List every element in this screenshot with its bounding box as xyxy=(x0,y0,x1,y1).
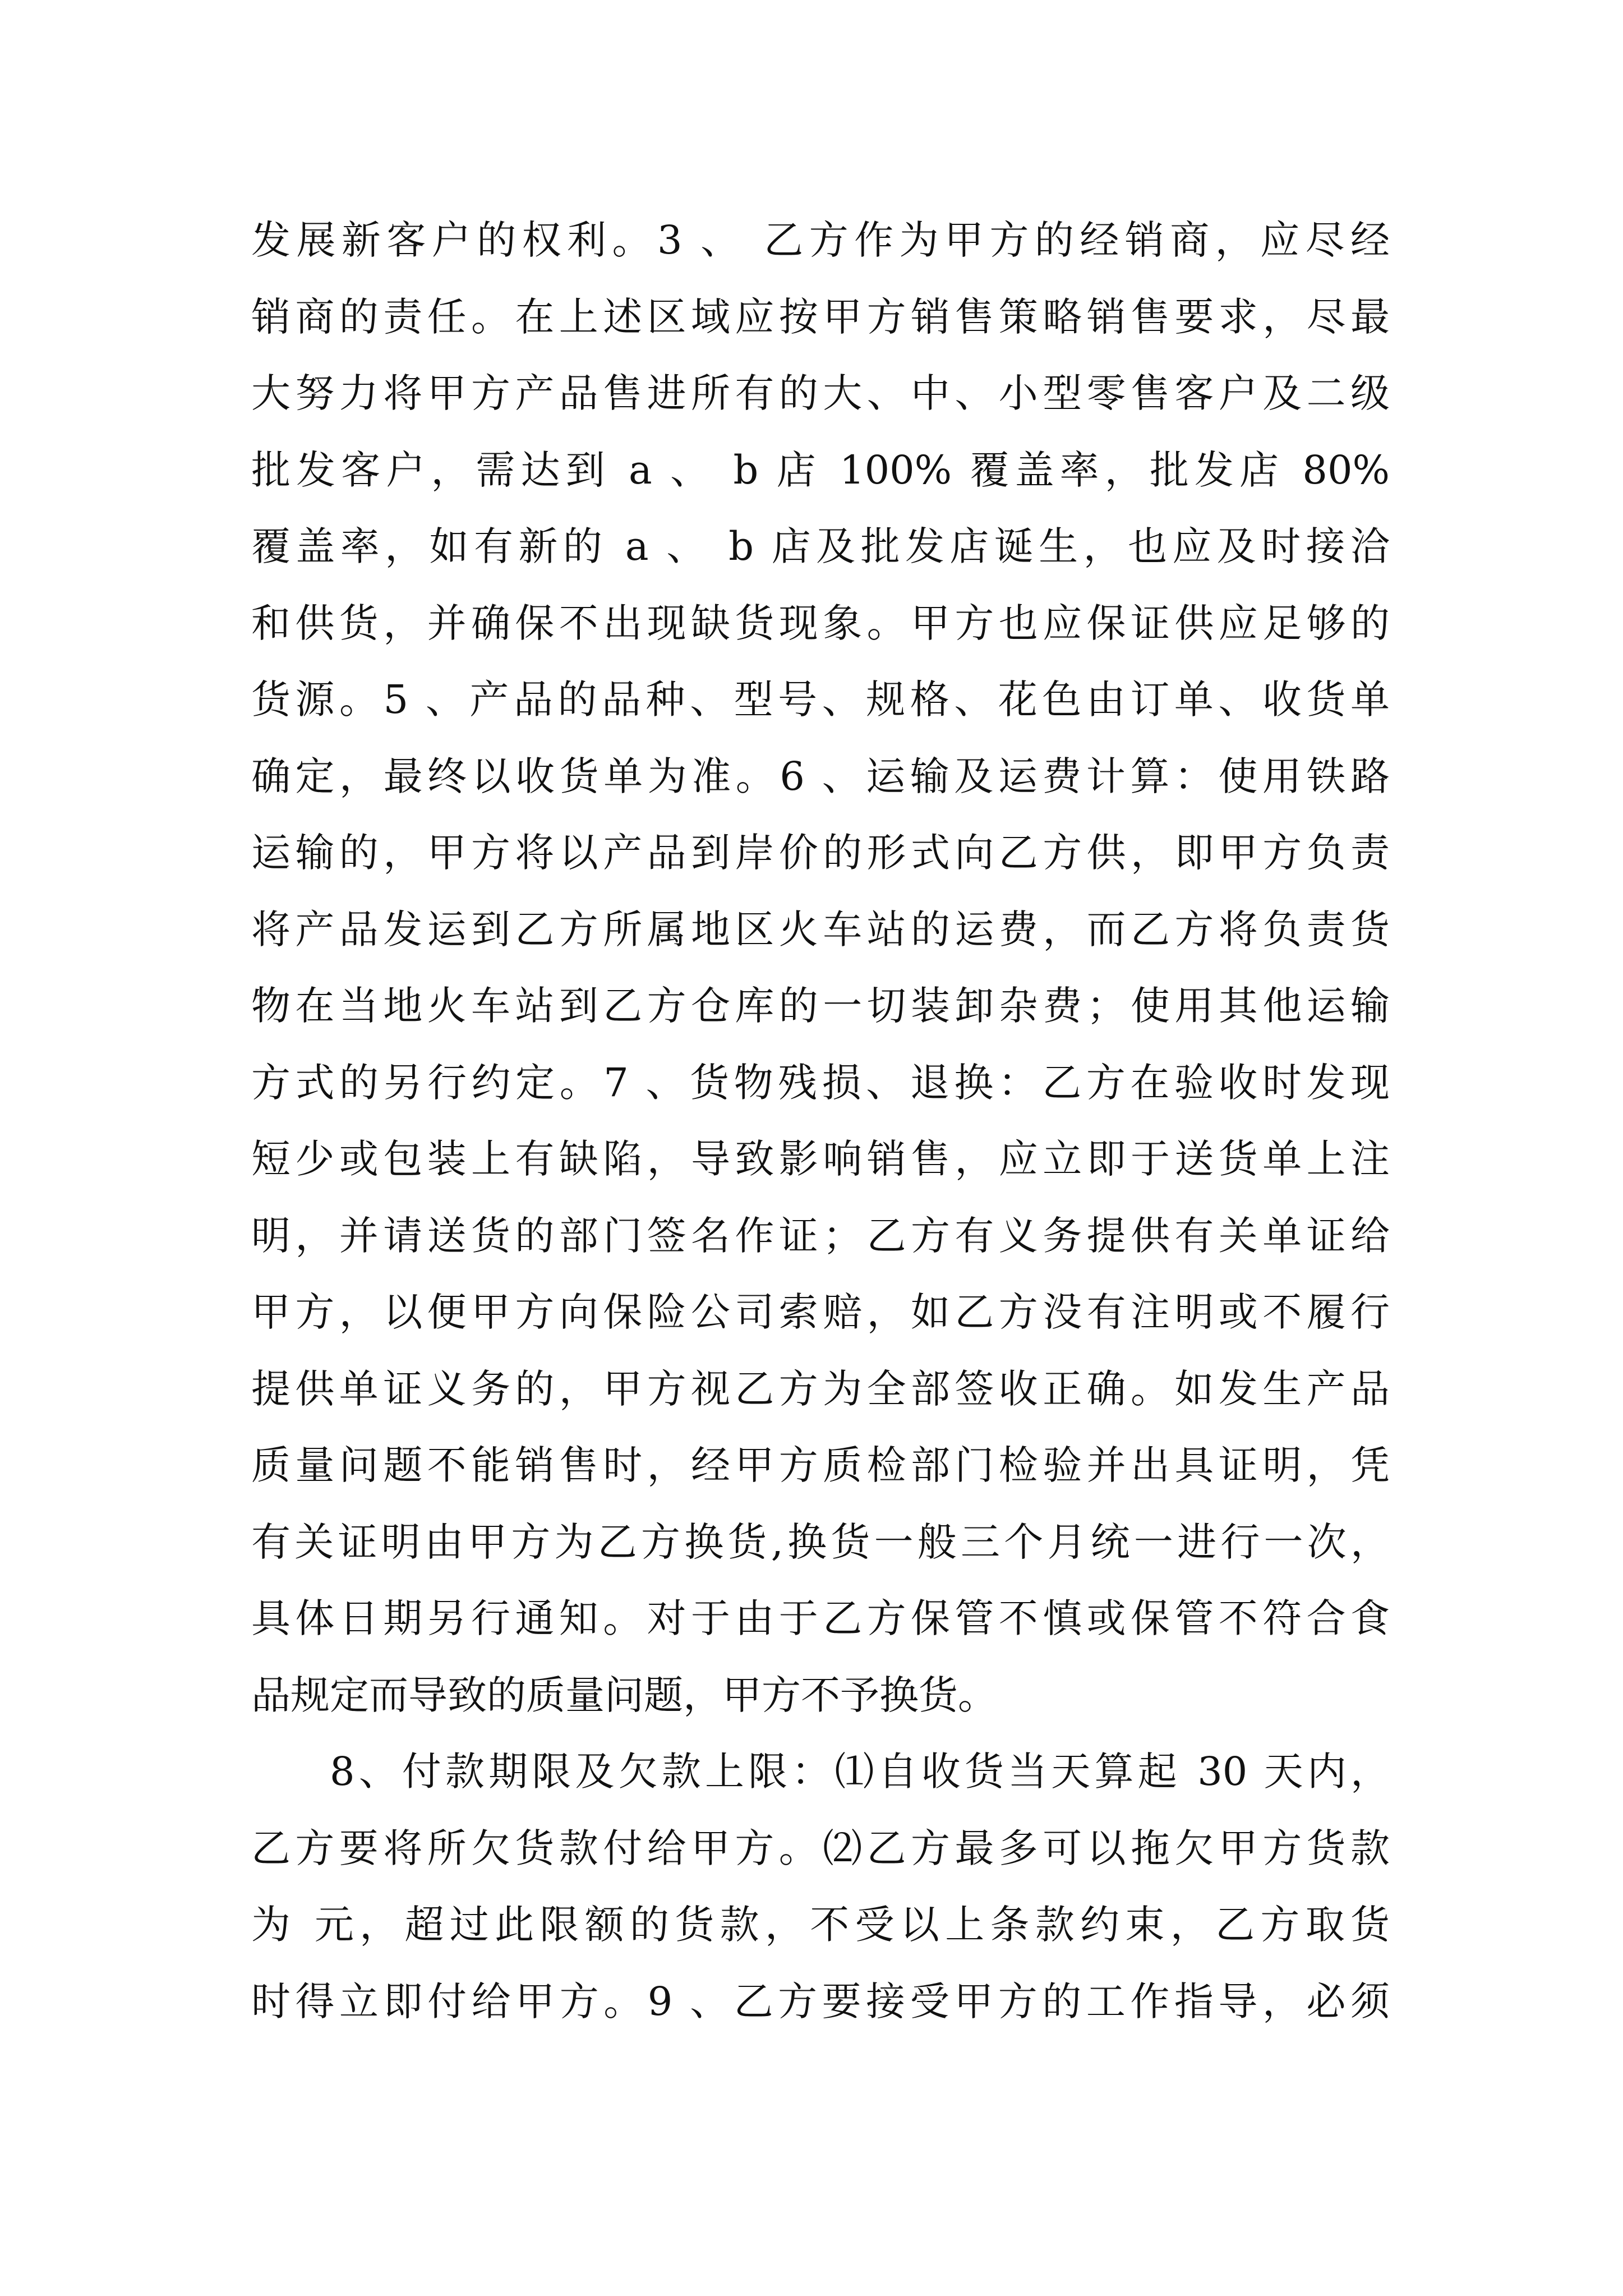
text-line: 甲方，以便甲方向保险公司索赔，如乙方没有注明或不履行 xyxy=(251,1289,1390,1335)
text-line: 将产品发运到乙方所属地区火车站的运费，而乙方将负责货 xyxy=(251,906,1390,953)
text-line: 质量问题不能销售时，经甲方质检部门检验并出具证明，凭 xyxy=(251,1442,1390,1488)
text-line: 时得立即付给甲方。9 、乙方要接受甲方的工作指导，必须 xyxy=(251,1978,1390,2024)
text-line: 乙方要将所欠货款付给甲方。⑵乙方最多可以拖欠甲方货款 xyxy=(251,1825,1390,1871)
text-line: 和供货，并确保不出现缺货现象。甲方也应保证供应足够的 xyxy=(251,600,1390,646)
text-line: 大努力将甲方产品售进所有的大、中、小型零售客户及二级 xyxy=(251,370,1390,416)
paragraph-first-line: 8、付款期限及欠款上限：⑴自收货当天算起 30 天内， xyxy=(330,1749,1390,1795)
text-line: 方式的另行约定。7 、货物残损、退换：乙方在验收时发现 xyxy=(251,1059,1390,1106)
text-line: 提供单证义务的，甲方视乙方为全部签收正确。如发生产品 xyxy=(251,1365,1390,1412)
text-line: 运输的，甲方将以产品到岸价的形式向乙方供，即甲方负责 xyxy=(251,830,1390,876)
text-line: 物在当地火车站到乙方仓库的一切装卸杂费；使用其他运输 xyxy=(251,983,1390,1029)
text-line: 货源。5 、产品的品种、型号、规格、花色由订单、收货单 xyxy=(251,677,1390,723)
text-line: 有关证明由甲方为乙方换货,换货一般三个月统一进行一次， xyxy=(251,1519,1390,1565)
text-line: 覆盖率，如有新的 a 、 b 店及批发店诞生，也应及时接洽 xyxy=(251,523,1390,569)
text-line: 为 元，超过此限额的货款，不受以上条款约束，乙方取货 xyxy=(251,1902,1390,1948)
text-line: 具体日期另行通知。对于由于乙方保管不慎或保管不符合食 xyxy=(251,1595,1390,1641)
text-line: 品规定而导致的质量问题，甲方不予换货。 xyxy=(251,1672,997,1718)
text-line: 批发客户，需达到 a 、 b 店 100% 覆盖率，批发店 80% xyxy=(251,447,1390,493)
text-line: 发展新客户的权利。3 、 乙方作为甲方的经销商，应尽经 xyxy=(251,217,1390,263)
text-line: 明，并请送货的部门签名作证；乙方有义务提供有关单证给 xyxy=(251,1212,1390,1259)
contract-text xyxy=(251,202,1390,2040)
text-line: 短少或包装上有缺陷，导致影响销售，应立即于送货单上注 xyxy=(251,1136,1390,1182)
text-line: 确定，最终以收货单为准。6 、运输及运费计算：使用铁路 xyxy=(251,753,1390,799)
text-line: 销商的责任。在上述区域应按甲方销售策略销售要求，尽最 xyxy=(251,293,1390,340)
